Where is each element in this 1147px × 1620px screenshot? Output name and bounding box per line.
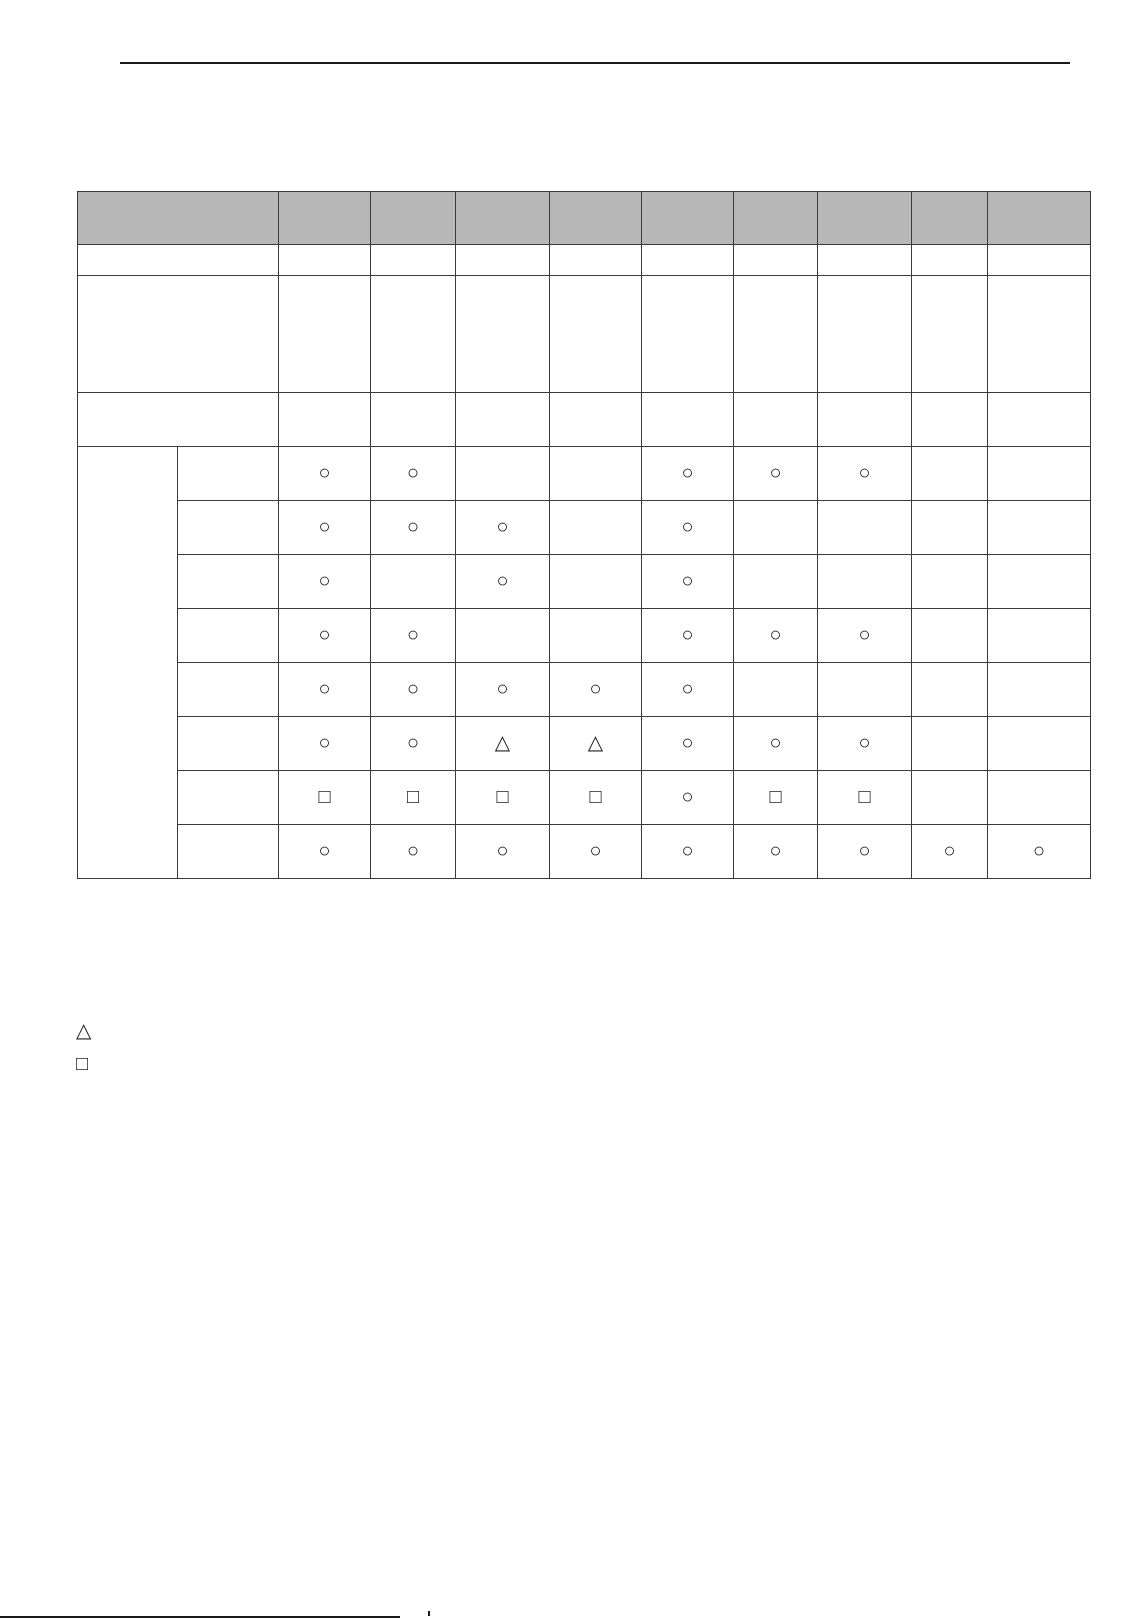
- circle-icon: ○: [318, 516, 331, 538]
- matrix-cell: [642, 663, 734, 717]
- matrix-cell: [988, 609, 1091, 663]
- circle-icon: ○: [406, 732, 420, 754]
- header-cell: [371, 192, 456, 245]
- circle-icon: ○: [943, 840, 956, 862]
- matrix-cell: [456, 771, 550, 825]
- matrix-cell: [818, 825, 912, 879]
- square-icon: □: [589, 786, 602, 808]
- matrix-row: [78, 609, 1091, 663]
- table-cell: [912, 393, 988, 447]
- table-cell: [279, 393, 371, 447]
- circle-icon: ○: [589, 840, 602, 862]
- table-cell: [988, 245, 1091, 276]
- row-label-cell: [178, 663, 279, 717]
- matrix-cell: [734, 663, 818, 717]
- matrix-cell: [279, 501, 371, 555]
- matrix-cell: [912, 447, 988, 501]
- matrix-cell: [988, 771, 1091, 825]
- table-cell: [912, 276, 988, 393]
- row-label-cell: [78, 276, 279, 393]
- matrix-cell: [371, 501, 456, 555]
- circle-icon: ○: [589, 678, 602, 700]
- circle-icon: ○: [496, 678, 509, 700]
- table-cell: [642, 276, 734, 393]
- header-cell: [988, 192, 1091, 245]
- circle-icon: ○: [318, 624, 331, 646]
- table-cell: [988, 276, 1091, 393]
- table-cell: [642, 245, 734, 276]
- matrix-cell: [818, 717, 912, 771]
- table-cell: [456, 245, 550, 276]
- matrix-cell: [550, 609, 642, 663]
- matrix-cell: [456, 663, 550, 717]
- table-cell: [279, 276, 371, 393]
- circle-icon: ○: [406, 624, 420, 646]
- square-icon: □: [769, 786, 782, 808]
- square-icon: □: [858, 786, 871, 808]
- square-icon: □: [406, 786, 420, 808]
- top-rule: [120, 62, 1070, 64]
- matrix-cell: [734, 771, 818, 825]
- matrix-cell: [642, 609, 734, 663]
- row-label-cell: [78, 245, 279, 276]
- matrix-cell: [988, 825, 1091, 879]
- circle-icon: ○: [858, 462, 871, 484]
- matrix-cell: [988, 717, 1091, 771]
- matrix-cell: [371, 663, 456, 717]
- legend-triangle: [76, 1021, 91, 1041]
- circle-icon: ○: [858, 732, 871, 754]
- row-label-cell: [178, 717, 279, 771]
- matrix-cell: [550, 663, 642, 717]
- matrix-cell: [456, 501, 550, 555]
- matrix-row: [78, 771, 1091, 825]
- matrix-row: [78, 717, 1091, 771]
- header-cell: [818, 192, 912, 245]
- matrix-cell: [456, 717, 550, 771]
- matrix-cell: [371, 771, 456, 825]
- table-cell: [550, 245, 642, 276]
- matrix-cell: [912, 555, 988, 609]
- circle-icon: ○: [496, 516, 509, 538]
- matrix-cell: [456, 447, 550, 501]
- header-cell: [550, 192, 642, 245]
- matrix-cell: [912, 825, 988, 879]
- table-cell: [550, 276, 642, 393]
- table-row: [78, 245, 1091, 276]
- matrix-cell: [734, 555, 818, 609]
- circle-icon: ○: [681, 840, 694, 862]
- table-cell: [279, 245, 371, 276]
- table-cell: [818, 393, 912, 447]
- row-label-cell: [178, 447, 279, 501]
- matrix-cell: [550, 555, 642, 609]
- triangle-icon: △: [494, 732, 511, 754]
- matrix-cell: [642, 447, 734, 501]
- table-cell: [734, 276, 818, 393]
- table-row: [78, 276, 1091, 393]
- compatibility-table: [77, 191, 1091, 879]
- circle-icon: ○: [681, 678, 694, 700]
- header-cell: [642, 192, 734, 245]
- circle-icon: ○: [318, 570, 331, 592]
- matrix-cell: [734, 825, 818, 879]
- matrix-row: [78, 825, 1091, 879]
- row-label-cell: [78, 393, 279, 447]
- table-cell: [912, 245, 988, 276]
- table-cell: [734, 245, 818, 276]
- circle-icon: ○: [769, 462, 782, 484]
- circle-icon: ○: [406, 678, 420, 700]
- matrix-cell: [642, 771, 734, 825]
- matrix-cell: [642, 717, 734, 771]
- circle-icon: ○: [769, 624, 782, 646]
- matrix-cell: [912, 609, 988, 663]
- circle-icon: ○: [406, 462, 420, 484]
- matrix-cell: [550, 501, 642, 555]
- header-cell: [912, 192, 988, 245]
- table-cell: [371, 276, 456, 393]
- table-cell: [371, 393, 456, 447]
- matrix-cell: [456, 825, 550, 879]
- matrix-cell: [912, 771, 988, 825]
- matrix-cell: [371, 555, 456, 609]
- matrix-cell: [818, 609, 912, 663]
- row-label-cell: [178, 609, 279, 663]
- table-cell: [456, 393, 550, 447]
- circle-icon: ○: [681, 570, 694, 592]
- circle-icon: ○: [318, 732, 331, 754]
- table-cell: [818, 245, 912, 276]
- circle-icon: ○: [496, 840, 509, 862]
- matrix-cell: [818, 771, 912, 825]
- square-icon: □: [76, 1053, 89, 1075]
- matrix-cell: [988, 501, 1091, 555]
- matrix-cell: [279, 555, 371, 609]
- square-icon: □: [318, 786, 331, 808]
- matrix-cell: [456, 555, 550, 609]
- header-cell: [456, 192, 550, 245]
- table-cell: [734, 393, 818, 447]
- matrix-cell: [371, 825, 456, 879]
- legend-square: [76, 1054, 88, 1074]
- table-row: [78, 393, 1091, 447]
- matrix-cell: [818, 501, 912, 555]
- matrix-cell: [279, 771, 371, 825]
- table-cell: [456, 276, 550, 393]
- header-row: [78, 192, 1091, 245]
- matrix-cell: [550, 771, 642, 825]
- table-cell: [642, 393, 734, 447]
- matrix-cell: [734, 609, 818, 663]
- square-icon: □: [496, 786, 509, 808]
- matrix-cell: [734, 717, 818, 771]
- matrix-cell: [550, 447, 642, 501]
- matrix-cell: [818, 447, 912, 501]
- header-cell: [279, 192, 371, 245]
- triangle-icon: △: [587, 732, 604, 754]
- circle-icon: ○: [406, 516, 420, 538]
- circle-icon: ○: [1032, 840, 1046, 862]
- circle-icon: ○: [769, 840, 782, 862]
- matrix-cell: [642, 555, 734, 609]
- table-cell: [550, 393, 642, 447]
- circle-icon: ○: [681, 624, 694, 646]
- triangle-icon: △: [76, 1020, 92, 1042]
- matrix-cell: [279, 825, 371, 879]
- circle-icon: ○: [858, 840, 871, 862]
- circle-icon: ○: [406, 840, 420, 862]
- matrix-row: [78, 663, 1091, 717]
- matrix-cell: [912, 501, 988, 555]
- matrix-cell: [818, 663, 912, 717]
- matrix-cell: [818, 555, 912, 609]
- matrix-cell: [371, 447, 456, 501]
- row-label-cell: [178, 771, 279, 825]
- matrix-cell: [279, 663, 371, 717]
- header-cell-label: [78, 192, 279, 245]
- matrix-cell: [912, 717, 988, 771]
- circle-icon: ○: [318, 840, 331, 862]
- matrix-cell: [279, 609, 371, 663]
- matrix-cell: [371, 609, 456, 663]
- matrix-cell: [912, 663, 988, 717]
- matrix-cell: [456, 609, 550, 663]
- circle-icon: ○: [681, 786, 694, 808]
- footnote-rule: [0, 1616, 400, 1618]
- matrix-cell: [550, 717, 642, 771]
- circle-icon: ○: [318, 462, 331, 484]
- group-label-cell: [78, 447, 178, 879]
- matrix-row: [78, 555, 1091, 609]
- circle-icon: ○: [681, 462, 694, 484]
- row-label-cell: [178, 555, 279, 609]
- circle-icon: ○: [318, 678, 331, 700]
- circle-icon: ○: [496, 570, 509, 592]
- matrix-cell: [279, 717, 371, 771]
- matrix-cell: [371, 717, 456, 771]
- circle-icon: ○: [681, 732, 694, 754]
- circle-icon: ○: [858, 624, 871, 646]
- matrix-cell: [279, 447, 371, 501]
- circle-icon: ○: [681, 516, 694, 538]
- matrix-cell: [734, 447, 818, 501]
- table-cell: [988, 393, 1091, 447]
- matrix-cell: [988, 555, 1091, 609]
- matrix-row: [78, 447, 1091, 501]
- matrix-cell: [642, 501, 734, 555]
- footnote-mark: [428, 1611, 430, 1616]
- matrix-cell: [988, 447, 1091, 501]
- matrix-cell: [734, 501, 818, 555]
- table-cell: [818, 276, 912, 393]
- matrix-cell: [642, 825, 734, 879]
- circle-icon: ○: [769, 732, 782, 754]
- row-label-cell: [178, 501, 279, 555]
- row-label-cell: [178, 825, 279, 879]
- matrix-cell: [550, 825, 642, 879]
- matrix-cell: [988, 663, 1091, 717]
- table-cell: [371, 245, 456, 276]
- matrix-row: [78, 501, 1091, 555]
- header-cell: [734, 192, 818, 245]
